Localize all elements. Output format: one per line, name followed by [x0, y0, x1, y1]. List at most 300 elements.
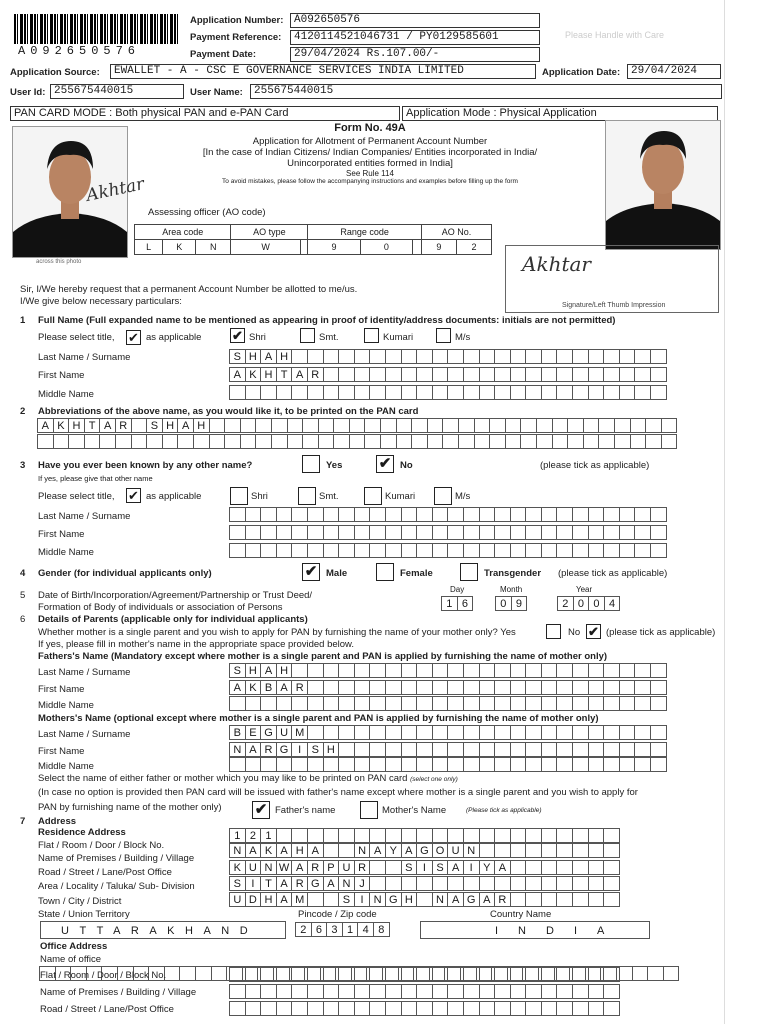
- char-cell: [650, 525, 667, 540]
- char-cell: U: [276, 725, 293, 740]
- s6-father-middle-field[interactable]: [230, 696, 667, 711]
- char-cell: [447, 876, 464, 891]
- char-cell: [385, 543, 402, 558]
- char-cell: [338, 367, 355, 382]
- s1-title-shri-checkbox[interactable]: ✔: [230, 328, 245, 343]
- char-cell: [510, 507, 527, 522]
- char-cell: 6: [457, 596, 474, 611]
- ao-area-cell: K: [163, 240, 196, 255]
- char-cell: I: [416, 860, 433, 875]
- s3-last-name-field[interactable]: [230, 507, 667, 522]
- char-cell: [260, 385, 277, 400]
- char-cell: [525, 742, 542, 757]
- s1-title-kumari-checkbox[interactable]: [364, 328, 379, 343]
- char-cell: [525, 843, 542, 858]
- s3-as-applicable-check[interactable]: ✔: [126, 488, 141, 503]
- char-cell: [323, 663, 340, 678]
- char-cell: [276, 385, 293, 400]
- char-cell: [603, 349, 620, 364]
- s4-male-checkbox[interactable]: ✔: [302, 563, 320, 581]
- char-cell: [369, 828, 386, 843]
- char-cell: [385, 967, 402, 982]
- char-cell: [307, 349, 324, 364]
- char-cell: [525, 663, 542, 678]
- char-cell: [354, 680, 371, 695]
- char-cell: [603, 367, 620, 382]
- char-cell: [401, 525, 418, 540]
- application-number-label: Application Number:: [190, 15, 284, 26]
- char-cell: [663, 966, 680, 981]
- char-cell: H: [245, 349, 262, 364]
- char-cell: [240, 434, 257, 449]
- char-cell: [354, 1001, 371, 1016]
- char-cell: [556, 757, 573, 772]
- s7-road-label: Road / Street / Lane/Post Office: [38, 867, 172, 878]
- char-cell: K: [260, 843, 277, 858]
- s3-title-ms-checkbox[interactable]: [434, 487, 452, 505]
- char-cell: [323, 507, 340, 522]
- s6-mother-first-field[interactable]: [230, 742, 667, 757]
- s1-first-name-field[interactable]: [230, 367, 667, 382]
- s7-country-field[interactable]: [420, 921, 650, 939]
- char-cell: [416, 828, 433, 843]
- char-cell: [603, 757, 620, 772]
- s6-mother-last-label: Last Name / Surname: [38, 729, 131, 740]
- char-cell: [385, 696, 402, 711]
- char-cell: [338, 385, 355, 400]
- char-cell: [603, 680, 620, 695]
- s6-mother-first-label: First Name: [38, 746, 85, 757]
- char-cell: [650, 507, 667, 522]
- char-cell: [634, 725, 651, 740]
- char-cell: [479, 967, 496, 982]
- s3-as-applicable: as applicable: [146, 491, 202, 502]
- s6-mother-middle-field[interactable]: [230, 757, 667, 772]
- char-cell: [541, 757, 558, 772]
- char-cell: [494, 1001, 511, 1016]
- char-cell: [619, 663, 636, 678]
- char-cell: [401, 725, 418, 740]
- char-cell: [647, 966, 664, 981]
- pan-card-mode: PAN CARD MODE : Both physical PAN and e-PAN Card: [10, 106, 400, 121]
- s3-middle-name-field[interactable]: [230, 543, 667, 558]
- char-cell: [447, 385, 464, 400]
- char-cell: [474, 418, 491, 433]
- char-cell: [338, 349, 355, 364]
- s5-day-label: Day: [450, 585, 465, 594]
- s6-father-first-label: First Name: [38, 684, 85, 695]
- s3-title-kumari-checkbox[interactable]: [364, 487, 382, 505]
- char-cell: [603, 742, 620, 757]
- char-cell: [447, 725, 464, 740]
- char-cell: A: [323, 876, 340, 891]
- s7-country-value: INDIA: [495, 925, 625, 937]
- char-cell: [525, 892, 542, 907]
- char-cell: [354, 984, 371, 999]
- char-cell: G: [307, 876, 324, 891]
- char-cell: [260, 543, 277, 558]
- char-cell: [603, 525, 620, 540]
- char-cell: [619, 725, 636, 740]
- char-cell: [510, 967, 527, 982]
- char-cell: [354, 663, 371, 678]
- char-cell: [567, 418, 584, 433]
- char-cell: I: [291, 742, 308, 757]
- char-cell: [302, 434, 319, 449]
- char-cell: [552, 434, 569, 449]
- char-cell: [447, 349, 464, 364]
- char-cell: [541, 663, 558, 678]
- char-cell: [276, 984, 293, 999]
- char-cell: [323, 543, 340, 558]
- char-cell: [572, 892, 589, 907]
- char-cell: [396, 418, 413, 433]
- char-cell: [276, 967, 293, 982]
- char-cell: [603, 725, 620, 740]
- s7-flat-field[interactable]: [230, 828, 620, 843]
- char-cell: [510, 1001, 527, 1016]
- char-cell: [416, 663, 433, 678]
- char-cell: [401, 680, 418, 695]
- char-cell: [432, 876, 449, 891]
- s5-month-label: Month: [500, 585, 523, 594]
- s7-road-field[interactable]: [230, 860, 620, 875]
- char-cell: [510, 367, 527, 382]
- s6-mother-title: Mothers's Name (optional except where mother is a single parent and PAN is applied by furnishing the name of mother only): [38, 713, 599, 724]
- char-cell: [229, 525, 246, 540]
- char-cell: [354, 507, 371, 522]
- char-cell: [447, 742, 464, 757]
- char-cell: [338, 507, 355, 522]
- char-cell: [525, 349, 542, 364]
- s5-year-field[interactable]: [558, 596, 620, 611]
- s6-fathers-name-checkbox[interactable]: ✔: [252, 801, 270, 819]
- char-cell: [494, 742, 511, 757]
- payment-date-value: 29/04/2024 Rs.107.00/-: [290, 47, 540, 62]
- char-cell: [209, 434, 226, 449]
- char-cell: S: [229, 663, 246, 678]
- s6-mother-last-field[interactable]: [230, 725, 667, 740]
- s3-no-checkbox[interactable]: ✔: [376, 455, 394, 473]
- char-cell: [479, 828, 496, 843]
- char-cell: [661, 434, 678, 449]
- char-cell: [245, 507, 262, 522]
- s7-country-label: Country Name: [490, 909, 552, 920]
- char-cell: A: [276, 892, 293, 907]
- char-cell: [479, 696, 496, 711]
- s1-last-name-field[interactable]: [230, 349, 667, 364]
- char-cell: [245, 757, 262, 772]
- s1-middle-name-field[interactable]: [230, 385, 667, 400]
- char-cell: T: [260, 876, 277, 891]
- char-cell: [131, 418, 148, 433]
- char-cell: [630, 434, 647, 449]
- char-cell: [588, 525, 605, 540]
- char-cell: I: [354, 892, 371, 907]
- char-cell: [354, 742, 371, 757]
- char-cell: [442, 434, 459, 449]
- s4-male-label: Male: [326, 568, 348, 579]
- char-cell: [427, 434, 444, 449]
- char-cell: [380, 434, 397, 449]
- char-cell: [323, 525, 340, 540]
- page-edge: [724, 0, 725, 1024]
- char-cell: [588, 876, 605, 891]
- s3-title-shri-checkbox[interactable]: [230, 487, 248, 505]
- char-cell: [588, 663, 605, 678]
- application-date-value: 29/04/2024: [627, 64, 721, 79]
- s7-pincode-field[interactable]: [296, 922, 390, 937]
- char-cell: [323, 349, 340, 364]
- char-cell: [369, 876, 386, 891]
- char-cell: H: [323, 742, 340, 757]
- s6-single-parent-yes-checkbox[interactable]: [546, 624, 561, 639]
- char-cell: [541, 984, 558, 999]
- char-cell: [556, 680, 573, 695]
- ao-type-cell: W: [231, 240, 301, 255]
- char-cell: [552, 418, 569, 433]
- char-cell: [260, 525, 277, 540]
- char-cell: [416, 385, 433, 400]
- char-cell: [401, 876, 418, 891]
- char-cell: [432, 828, 449, 843]
- char-cell: [338, 742, 355, 757]
- char-cell: [541, 385, 558, 400]
- s6-number: 6: [20, 614, 26, 625]
- char-cell: [401, 1001, 418, 1016]
- s5-day-field[interactable]: [442, 596, 473, 611]
- char-cell: [603, 828, 620, 843]
- char-cell: [463, 984, 480, 999]
- s5-month-field[interactable]: [496, 596, 527, 611]
- s7-pincode-label: Pincode / Zip code: [298, 909, 377, 920]
- char-cell: [588, 696, 605, 711]
- char-cell: [619, 367, 636, 382]
- char-cell: [520, 418, 537, 433]
- s7-area-label: Area / Locality / Taluka/ Sub- Division: [38, 881, 195, 892]
- char-cell: [53, 434, 70, 449]
- s3-title-shri: Shri: [251, 491, 268, 502]
- s4-transgender-checkbox[interactable]: [460, 563, 478, 581]
- char-cell: [572, 984, 589, 999]
- char-cell: [463, 385, 480, 400]
- s7-office-premises-field[interactable]: [230, 984, 620, 999]
- char-cell: [179, 966, 196, 981]
- s1-title-smt-checkbox[interactable]: [300, 328, 315, 343]
- s7-office-name-label: Name of office: [40, 954, 102, 965]
- char-cell: [271, 418, 288, 433]
- char-cell: [556, 892, 573, 907]
- char-cell: [634, 385, 651, 400]
- char-cell: R: [291, 876, 308, 891]
- char-cell: [385, 349, 402, 364]
- char-cell: [307, 967, 324, 982]
- s2-abbreviation-row-2[interactable]: [38, 434, 677, 449]
- char-cell: R: [307, 860, 324, 875]
- char-cell: [229, 984, 246, 999]
- char-cell: I: [463, 860, 480, 875]
- photo-caption: across this photo: [36, 259, 82, 265]
- char-cell: [338, 828, 355, 843]
- s3-number: 3: [20, 460, 26, 471]
- s3-title-smt: Smt.: [319, 491, 339, 502]
- char-cell: G: [416, 843, 433, 858]
- s3-no-label: No: [400, 460, 413, 471]
- char-cell: [510, 725, 527, 740]
- char-cell: [463, 696, 480, 711]
- char-cell: [447, 828, 464, 843]
- char-cell: [479, 663, 496, 678]
- char-cell: [556, 507, 573, 522]
- s3-yes-checkbox[interactable]: [302, 455, 320, 473]
- char-cell: 1: [441, 596, 458, 611]
- char-cell: [369, 663, 386, 678]
- char-cell: [541, 543, 558, 558]
- char-cell: [525, 385, 542, 400]
- s7-state-field[interactable]: [40, 921, 286, 939]
- char-cell: [603, 860, 620, 875]
- char-cell: [479, 525, 496, 540]
- s6-father-middle-label: Middle Name: [38, 700, 94, 711]
- char-cell: [338, 525, 355, 540]
- s6-mothers-name-label: Mother's Name: [382, 805, 447, 816]
- s4-number: 4: [20, 568, 26, 579]
- char-cell: [224, 418, 241, 433]
- char-cell: [525, 725, 542, 740]
- char-cell: [489, 434, 506, 449]
- s3-first-name-field[interactable]: [230, 525, 667, 540]
- s6-father-first-field[interactable]: [230, 680, 667, 695]
- s7-premises-field[interactable]: [230, 843, 620, 858]
- char-cell: A: [447, 860, 464, 875]
- char-cell: [510, 757, 527, 772]
- char-cell: [588, 742, 605, 757]
- char-cell: [634, 543, 651, 558]
- s7-area-field[interactable]: [230, 876, 620, 891]
- s6-father-last-field[interactable]: [230, 663, 667, 678]
- s3-middle-name-label: Middle Name: [38, 547, 94, 558]
- char-cell: [588, 984, 605, 999]
- char-cell: [588, 385, 605, 400]
- s7-office-flat-field[interactable]: [230, 967, 620, 982]
- char-cell: [474, 434, 491, 449]
- s7-residence-title: Residence Address: [38, 827, 126, 838]
- s4-female-checkbox[interactable]: [376, 563, 394, 581]
- s7-office-road-field[interactable]: [230, 1001, 620, 1016]
- char-cell: [572, 860, 589, 875]
- ao-no-cell: 2: [456, 240, 491, 255]
- char-cell: [541, 680, 558, 695]
- char-cell: [479, 367, 496, 382]
- char-cell: [556, 725, 573, 740]
- char-cell: [463, 543, 480, 558]
- char-cell: [603, 967, 620, 982]
- char-cell: [583, 418, 600, 433]
- user-name-value: 255675440015: [250, 84, 722, 99]
- char-cell: [463, 757, 480, 772]
- s5-line-1: Date of Birth/Incorporation/Agreement/Partnership or Trust Deed/: [38, 590, 313, 601]
- char-cell: [556, 367, 573, 382]
- char-cell: [369, 385, 386, 400]
- char-cell: [479, 349, 496, 364]
- char-cell: 2: [557, 596, 574, 611]
- char-cell: A: [229, 367, 246, 382]
- char-cell: [619, 507, 636, 522]
- char-cell: 3: [326, 922, 343, 937]
- char-cell: [302, 418, 319, 433]
- char-cell: [416, 725, 433, 740]
- char-cell: [510, 843, 527, 858]
- char-cell: [572, 757, 589, 772]
- char-cell: [556, 663, 573, 678]
- char-cell: S: [338, 892, 355, 907]
- char-cell: [323, 385, 340, 400]
- payment-reference-value: 4120114521046731 / PY0129585601: [290, 30, 540, 45]
- char-cell: T: [276, 367, 293, 382]
- char-cell: [572, 725, 589, 740]
- char-cell: N: [354, 843, 371, 858]
- user-id-value: 255675440015: [50, 84, 184, 99]
- char-cell: 4: [604, 596, 621, 611]
- char-cell: [385, 680, 402, 695]
- char-cell: [572, 876, 589, 891]
- char-cell: [650, 742, 667, 757]
- char-cell: [260, 757, 277, 772]
- char-cell: S: [229, 876, 246, 891]
- char-cell: [245, 1001, 262, 1016]
- char-cell: [494, 828, 511, 843]
- s2-abbreviation-row-1[interactable]: [38, 418, 677, 433]
- s7-town-field[interactable]: [230, 892, 620, 907]
- char-cell: [354, 828, 371, 843]
- char-cell: [323, 984, 340, 999]
- s6-title: Details of Parents (applicable only for individual applicants): [38, 614, 308, 625]
- char-cell: [291, 967, 308, 982]
- char-cell: [396, 434, 413, 449]
- char-cell: [572, 742, 589, 757]
- char-cell: [369, 507, 386, 522]
- s3-tick-note: (please tick as applicable): [540, 460, 650, 471]
- char-cell: [401, 967, 418, 982]
- char-cell: [588, 757, 605, 772]
- char-cell: [525, 680, 542, 695]
- char-cell: [323, 725, 340, 740]
- s6-single-parent-no-checkbox[interactable]: ✔: [586, 624, 601, 639]
- s1-title-ms-checkbox[interactable]: [436, 328, 451, 343]
- char-cell: [588, 860, 605, 875]
- char-cell: [536, 418, 553, 433]
- user-name-label: User Name:: [190, 87, 243, 98]
- char-cell: [634, 742, 651, 757]
- char-cell: [603, 543, 620, 558]
- char-cell: [385, 1001, 402, 1016]
- char-cell: S: [401, 860, 418, 875]
- char-cell: [291, 757, 308, 772]
- char-cell: I: [245, 876, 262, 891]
- s1-as-applicable-check[interactable]: ✔: [126, 330, 141, 345]
- char-cell: U: [338, 860, 355, 875]
- s6-mothers-name-checkbox[interactable]: [360, 801, 378, 819]
- payment-date-label: Payment Date:: [190, 49, 256, 60]
- char-cell: [416, 757, 433, 772]
- char-cell: [307, 757, 324, 772]
- char-cell: [541, 860, 558, 875]
- s7-town-label: Town / City / District: [38, 896, 122, 907]
- char-cell: [354, 696, 371, 711]
- char-cell: [619, 742, 636, 757]
- s3-title-smt-checkbox[interactable]: [298, 487, 316, 505]
- char-cell: [525, 828, 542, 843]
